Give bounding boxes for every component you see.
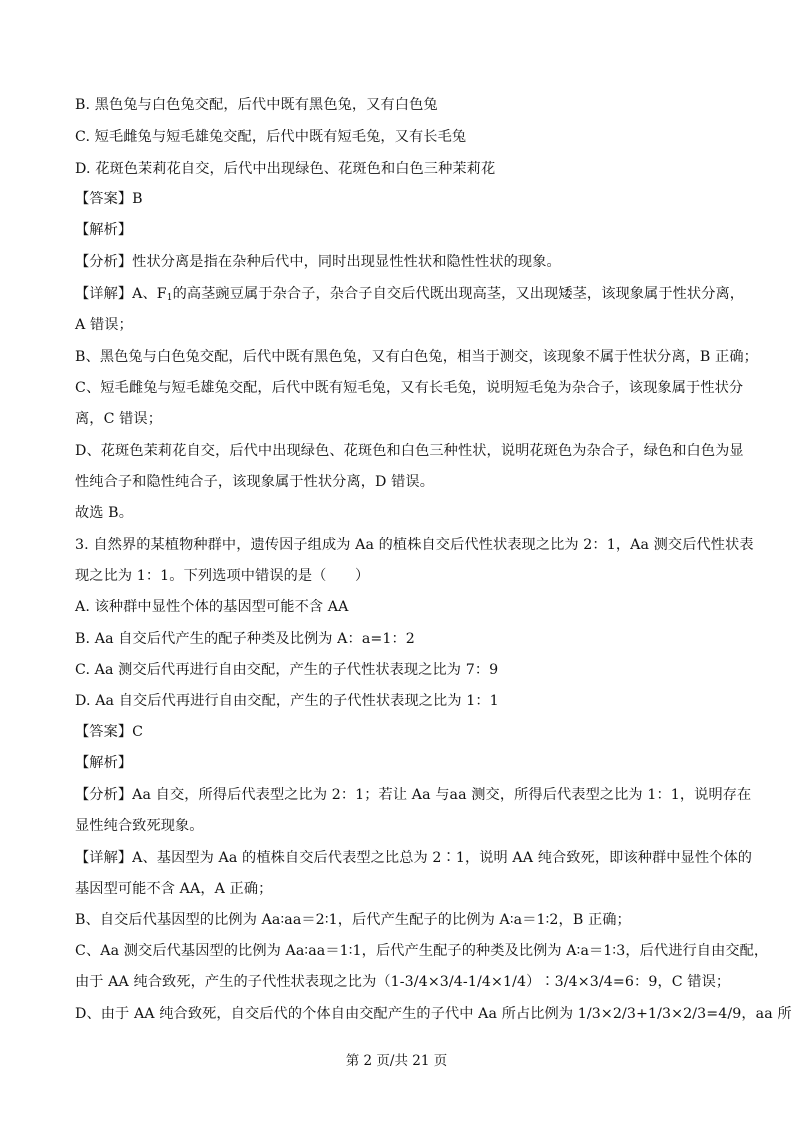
detail-prefix: 【详解】A、F [75, 286, 167, 302]
option-c-q3: C. Aa 测交后代再进行自由交配，产生的子代性状表现之比为 7：9 [75, 662, 499, 678]
conclusion-q2: 故选 B。 [75, 505, 133, 521]
detail-a-cont-q2: A 错误； [75, 317, 133, 333]
detail-subscript: 1 [166, 293, 173, 303]
detail-c-q2: C、短毛雌兔与短毛雄兔交配，后代中既有短毛兔，又有长毛兔，说明短毛兔为杂合子，该现象属于性状分 [75, 380, 744, 396]
detail-c-q3: C、Aa 测交后代基因型的比例为 Aa∶aa＝1∶1，后代产生配子的种类及比例为 A∶a＝1∶3，后代进行自由交配， [75, 943, 769, 959]
detail-suffix: 的高茎豌豆属于杂合子，杂合子自交后代既出现高茎，又出现矮茎，该现象属于性状分离， [172, 286, 745, 302]
detail-a-cont-q3: 基因型可能不含 AA，A 正确； [75, 881, 273, 897]
detail-d-q2: D、花斑色茉莉花自交，后代中出现绿色、花斑色和白色三种性状，说明花斑色为杂合子，绿色和白色为显 [75, 443, 744, 459]
detail-a-q3: 【详解】A、基因型为 Aa 的植株自交后代表型之比总为 2∶1，说明 AA 纯合致死，即该种群中显性个体的 [75, 850, 753, 866]
analysis-text-cont-q3: 显性纯合致死现象。 [75, 818, 204, 834]
answer-q3: 【答案】C [75, 724, 144, 740]
detail-d-q3: D、由于 AA 纯合致死，自交后代的个体自由交配产生的子代中 Aa 所占比例为 1/3×2/3+1/3×2/3=4/9，aa 所 [75, 1006, 792, 1022]
detail-line-a-q2 [75, 284, 745, 308]
option-b-q2: B. 黑色兔与白色兔交配，后代中既有黑色兔，又有白色兔 [75, 97, 438, 113]
detail-d-cont-q2: 性纯合子和隐性纯合子，该现象属于性状分离，D 错误。 [75, 474, 434, 490]
option-b-q3: B. Aa 自交后代产生的配子种类及比例为 A：a=1：2 [75, 631, 415, 647]
option-a-q3: A. 该种群中显性个体的基因型可能不含 AA [75, 599, 349, 615]
detail-c-cont-q2: 离，C 错误； [75, 411, 163, 427]
answer-q2: 【答案】B [75, 191, 143, 207]
detail-b-q2: B、黑色兔与白色兔交配，后代中既有黑色兔，又有白色兔，相当于测交，该现象不属于性状分离，B 正确； [75, 349, 758, 365]
option-d-q3: D. Aa 自交后代再进行自由交配，产生的子代性状表现之比为 1：1 [75, 693, 499, 709]
option-c-q2: C. 短毛雌兔与短毛雄兔交配，后代中既有短毛兔，又有长毛兔 [75, 129, 467, 145]
analysis-heading-q3: 【解析】 [75, 755, 133, 771]
detail-c-cont-q3: 由于 AA 纯合致死，产生的子代性状表现之比为（1-3/4×3/4-1/4×1/4）∶3/4×3/4=6：9，C 错误； [75, 974, 731, 990]
analysis-text-q2: 【分析】性状分离是指在杂种后代中，同时出现显性性状和隐性性状的现象。 [75, 254, 561, 270]
page-footer: 第 2 页/共 21 页 [345, 1053, 448, 1069]
detail-b-q3: B、自交后代基因型的比例为 Aa∶aa＝2∶1，后代产生配子的比例为 A∶a＝1∶2，B 正确； [75, 912, 631, 928]
option-d-q2: D. 花斑色茉莉花自交，后代中出现绿色、花斑色和白色三种茉莉花 [75, 161, 496, 177]
analysis-text-q3: 【分析】Aa 自交，所得后代表型之比为 2：1；若让 Aa 与aa 测交，所得后代表型之比为 1：1，说明存在 [75, 787, 752, 803]
question-3-stem-cont: 现之比为 1：1。下列选项中错误的是（ ） [75, 568, 370, 584]
analysis-heading-q2: 【解析】 [75, 222, 133, 238]
question-3-stem: 3. 自然界的某植物种群中，遗传因子组成为 Aa 的植株自交后代性状表现之比为 2：1，Aa 测交后代性状表 [75, 537, 754, 553]
